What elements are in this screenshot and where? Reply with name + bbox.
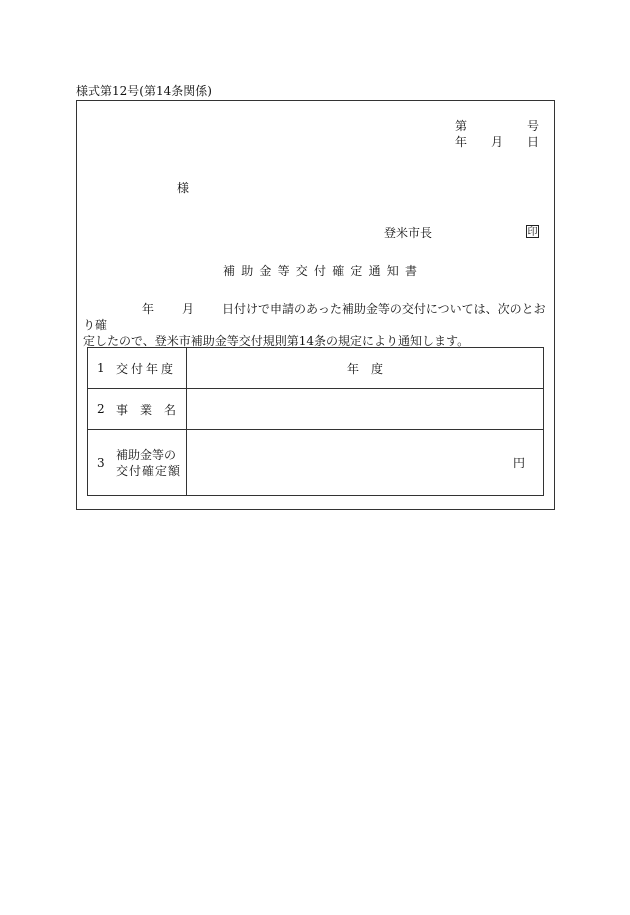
addressee-honorific: 様 xyxy=(177,181,190,195)
table-value-cell xyxy=(187,430,544,496)
date-day-label: 日 xyxy=(527,135,540,149)
document-number-prefix: 第 xyxy=(455,119,468,133)
body-line-2: 定したので、登米市補助金等交付規則第14条の規定により通知します。 xyxy=(83,334,470,348)
body-paragraph xyxy=(83,301,551,349)
table-label-cell xyxy=(88,430,187,496)
date-year-label: 年 xyxy=(455,135,468,149)
table-label-cell xyxy=(88,348,187,389)
table-row xyxy=(88,389,544,430)
row-number: 2 xyxy=(97,402,105,416)
document-number-suffix: 号 xyxy=(527,119,540,133)
date-month-label: 月 xyxy=(491,135,504,149)
document-title: 補助金等交付確定通知書 xyxy=(223,264,424,278)
table-row xyxy=(88,430,544,496)
row-label-fiscal-year: 交付年度 xyxy=(116,361,177,376)
amount-unit: 円 xyxy=(512,456,525,470)
document-frame xyxy=(76,100,555,510)
fiscal-year-value: 年 度 xyxy=(346,361,383,376)
body-year-label: 年 xyxy=(142,302,155,316)
seal-mark: 印 xyxy=(527,227,538,238)
body-month-label: 月 xyxy=(182,302,195,316)
table-value-cell xyxy=(187,348,544,389)
detail-table xyxy=(87,347,544,496)
table-value-cell xyxy=(187,389,544,430)
table-label-cell xyxy=(88,389,187,430)
issuer-name: 登米市長 xyxy=(384,226,433,240)
row-label-amount-line-2: 交付確定額 xyxy=(116,463,182,478)
form-number-label: 様式第12号(第14条関係) xyxy=(76,84,212,98)
row-label-amount-line-1: 補助金等の xyxy=(116,447,177,462)
row-label-project-name: 事 業 名 xyxy=(116,402,177,417)
table-row xyxy=(88,348,544,389)
body-line-1: 日付けで申請のあった補助金等の交付については、次のとおり確 xyxy=(83,302,546,332)
row-number: 1 xyxy=(97,361,105,375)
row-number: 3 xyxy=(97,455,105,470)
